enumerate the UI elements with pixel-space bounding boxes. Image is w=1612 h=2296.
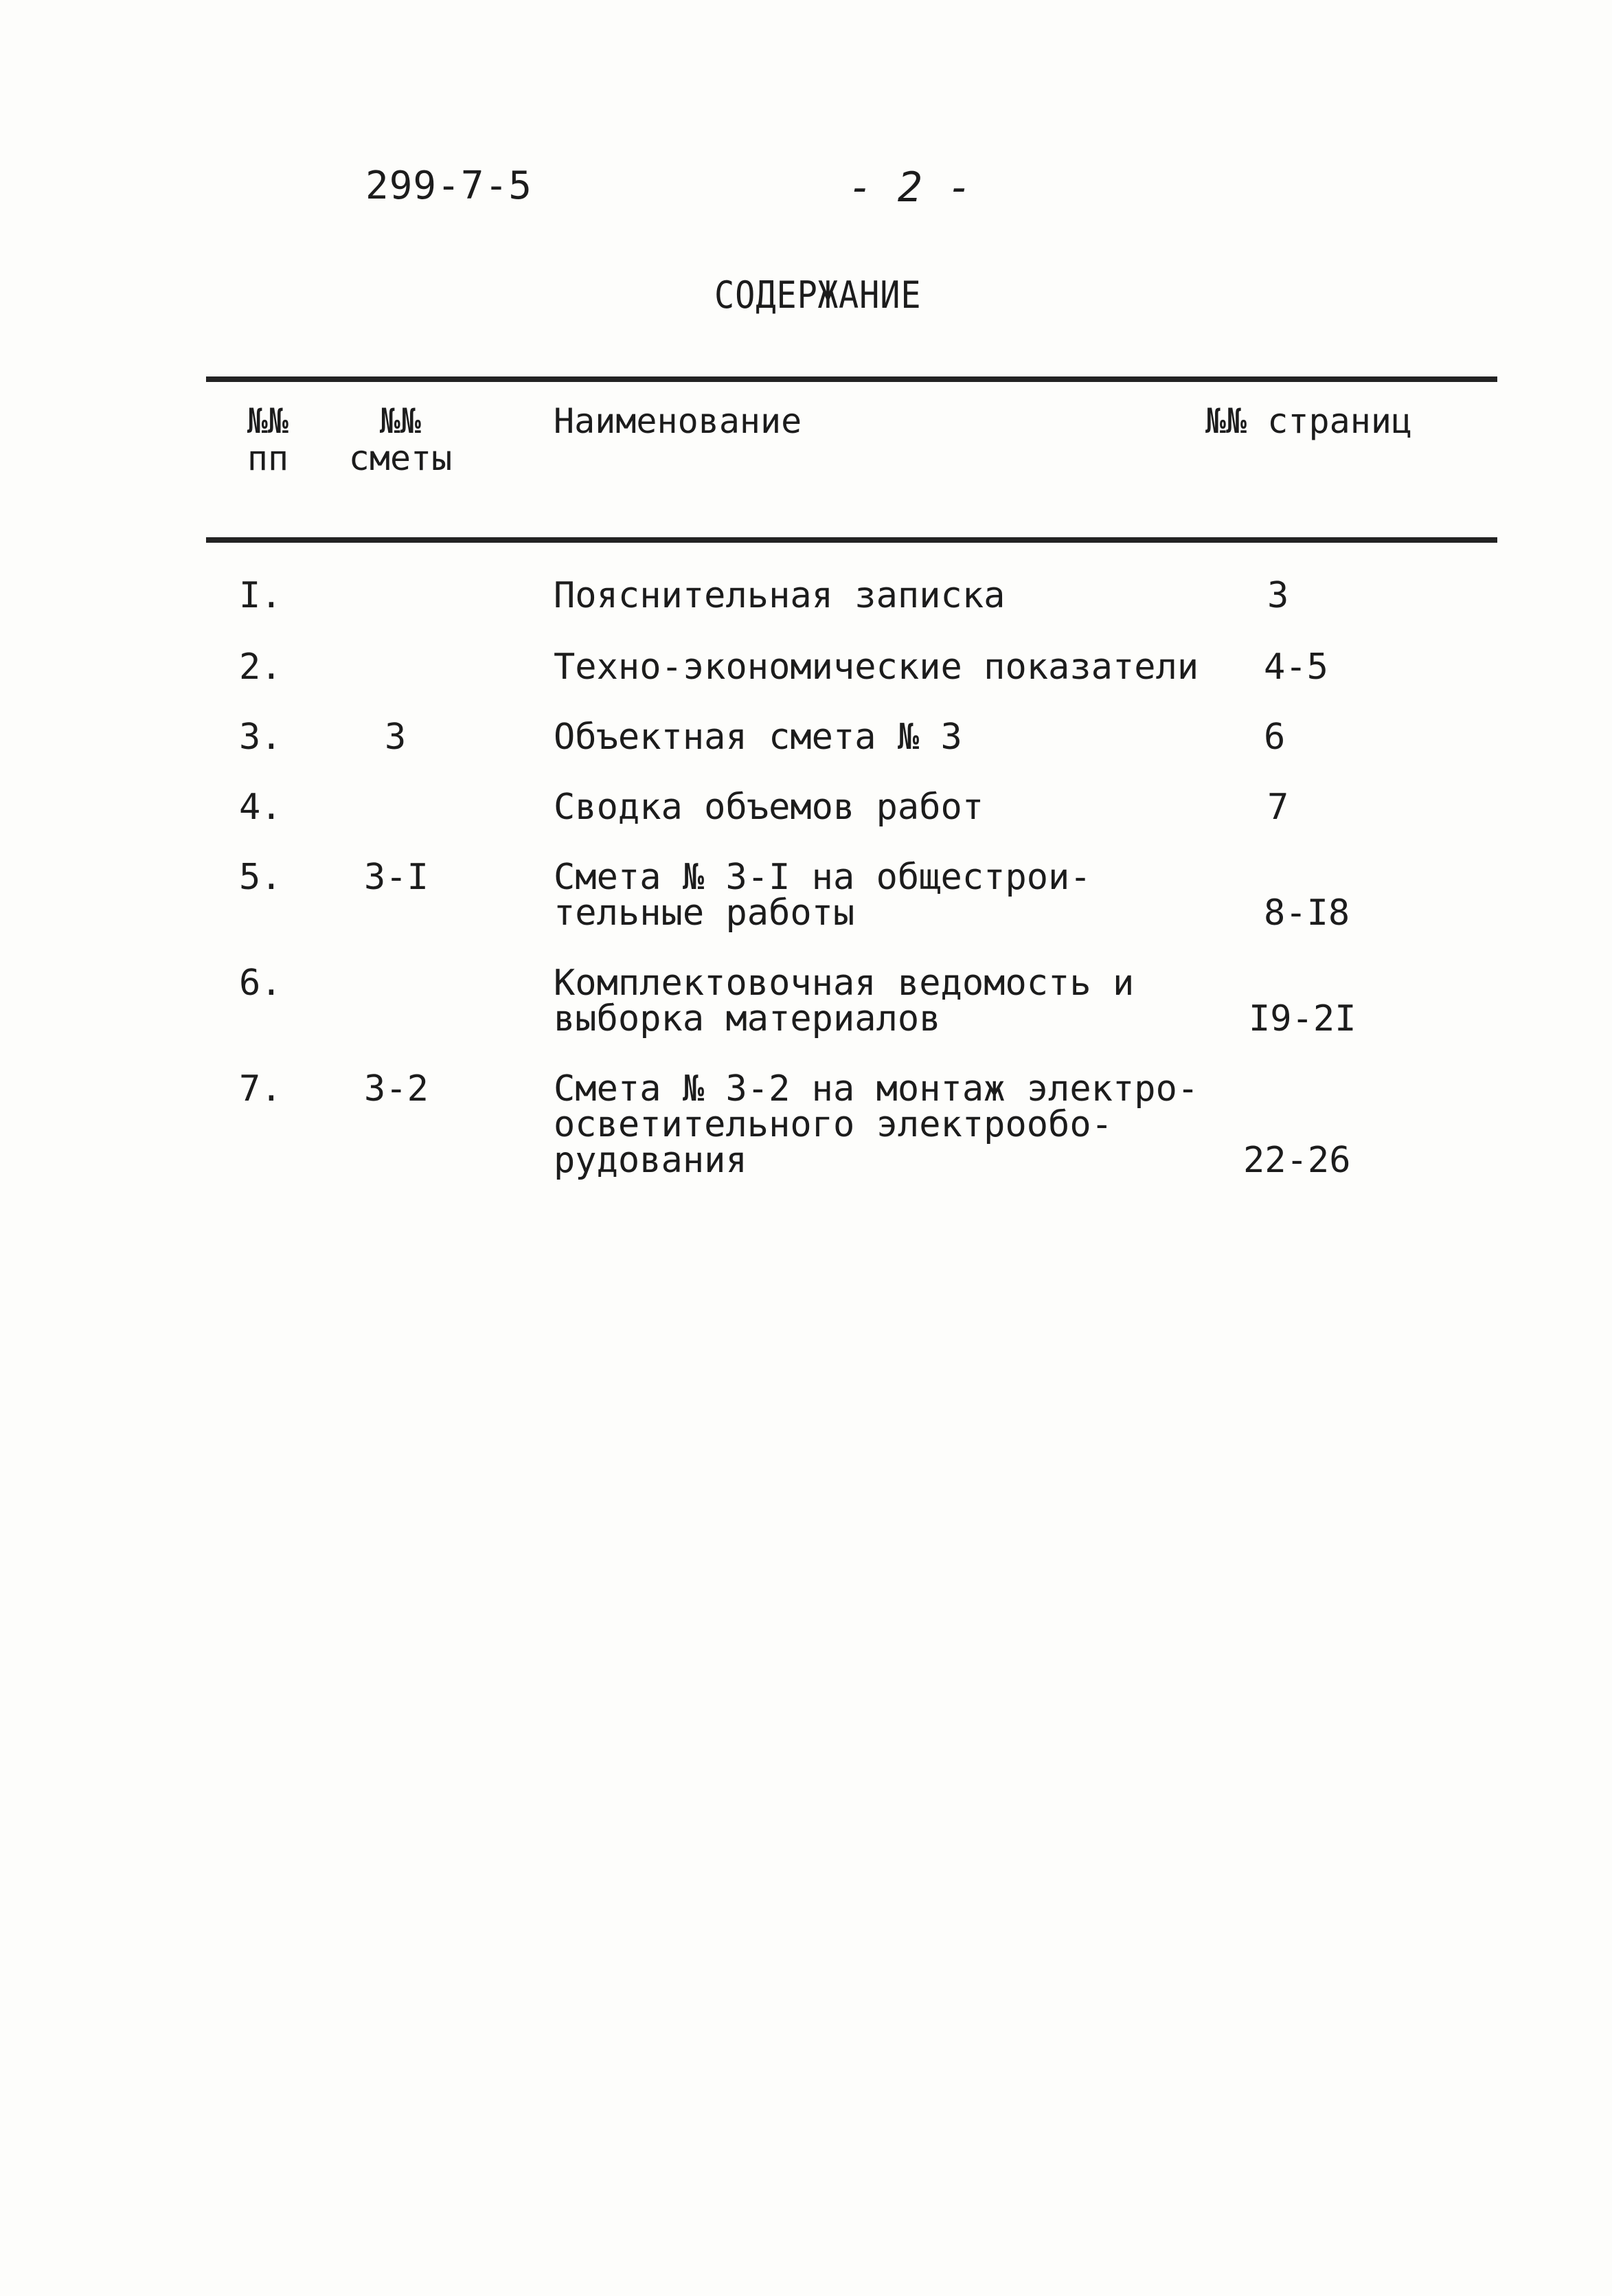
page-title: СОДЕРЖАНИЕ [714,273,922,317]
row-number: 4. [239,787,282,828]
row-number: 3. [239,717,282,758]
column-header-number [237,403,299,477]
row-number: 6. [239,963,282,1004]
row-name-line: Техно-экономические показатели [554,646,1199,688]
column-header-estimate-line2: сметы [348,438,453,478]
table-header-rule [206,537,1497,543]
row-pages: 22-26 [1243,1140,1351,1181]
row-estimate: 3-2 [364,1068,429,1110]
row-estimate: 3-I [364,857,429,898]
row-number: 7. [239,1068,282,1110]
row-number: 2. [239,646,282,688]
column-header-pages: №№ страниц [1205,401,1413,441]
row-pages: 3 [1267,575,1289,616]
row-pages: 8-I8 [1264,892,1350,934]
column-header-name: Наименование [554,401,802,441]
row-number: I. [239,575,282,616]
row-estimate: 3 [385,717,407,758]
column-header-estimate-line1: №№ [379,401,422,441]
table-top-rule [206,376,1497,382]
row-pages: I9-2I [1249,998,1356,1039]
row-name-line: осветительного электрообо- [554,1104,1113,1145]
row-name-line: Смета № 3-2 на монтаж электро- [554,1068,1199,1110]
column-header-number-line2: пп [247,438,289,478]
row-name-line: рудования [554,1140,747,1181]
row-pages: 4-5 [1264,646,1328,688]
row-number: 5. [239,857,282,898]
row-name-line: тельные работы [554,892,855,934]
row-name-line: Комплектовочная ведомость и [554,963,1135,1004]
page-number: - 2 - [848,164,973,212]
column-header-number-line1: №№ [247,401,289,441]
row-name-line: Смета № 3-I на общестрои- [554,857,1091,898]
row-name-line: Объектная смета № 3 [554,717,962,758]
row-pages: 7 [1267,787,1289,828]
row-name-line: Пояснительная записка [554,575,1006,616]
column-header-estimate [342,403,459,477]
row-name-line: выборка материалов [554,998,941,1039]
row-name-line: Сводка объемов работ [554,787,984,828]
document-code: 299-7-5 [365,164,533,208]
row-pages: 6 [1264,717,1286,758]
